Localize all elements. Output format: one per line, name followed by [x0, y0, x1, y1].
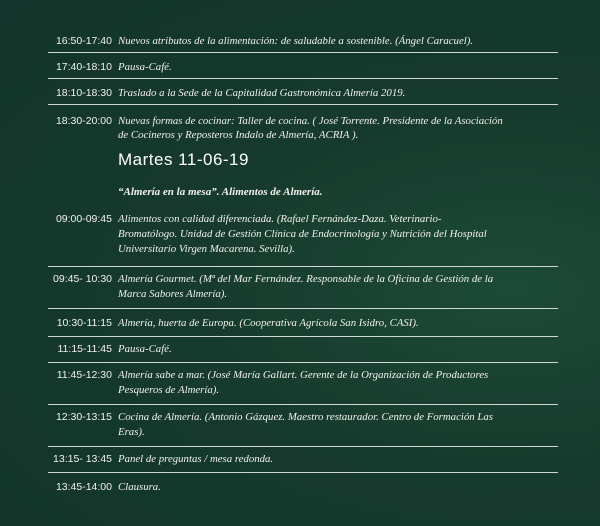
session-time: 12:30-13:15: [55, 411, 112, 423]
session-time: 11:15-11:45: [57, 343, 112, 355]
session-description-continued: Pesqueros de Almería).: [118, 384, 220, 396]
divider: [48, 78, 558, 79]
session-description-continued: de Cocineros y Reposteros Indalo de Almería, ACRIA ).: [118, 129, 359, 141]
session-description-continued: Eras).: [118, 426, 145, 438]
divider: [48, 308, 558, 309]
session-description: Pausa-Café.: [118, 343, 172, 355]
session-time: 10:30-11:15: [56, 317, 112, 329]
session-time: 09:00-09:45: [55, 213, 112, 225]
divider: [48, 104, 558, 105]
session-description: Nuevos atributos de la alimentación: de saludable a sostenible. (Ángel Caracuel).: [118, 35, 474, 47]
session-description: Traslado a la Sede de la Capitalidad Gastronómica Almería 2019.: [118, 87, 406, 99]
session-description: Almería, huerta de Europa. (Cooperativa Agrícola San Isidro, CASI).: [118, 317, 419, 329]
session-time: 13:45-14:00: [55, 481, 112, 493]
divider: [48, 446, 558, 447]
session-time: 09:45- 10:30: [53, 273, 112, 285]
session-description-continued: Marca Sabores Almería).: [118, 288, 228, 300]
divider: [48, 52, 558, 53]
session-time: 11:45-12:30: [56, 369, 112, 381]
session-description: Panel de preguntas / mesa redonda.: [118, 453, 274, 465]
day-theme: “Almería en la mesa”. Alimentos de Almería.: [118, 186, 323, 198]
session-time: 18:30-20:00: [55, 115, 112, 127]
session-description: Alimentos con calidad diferenciada. (Rafael Fernández-Daza. Veterinario-: [118, 213, 442, 225]
session-time: 18:10-18:30: [55, 87, 112, 99]
day-heading: Martes 11-06-19: [118, 150, 249, 169]
session-description: Clausura.: [118, 481, 161, 493]
session-description-continued: Bromatólogo. Unidad de Gestión Clínica de Endocrinología y Nutrición del Hospital: [118, 228, 487, 240]
divider: [48, 336, 558, 337]
divider: [48, 362, 558, 363]
session-time: 16:50-17:40: [55, 35, 112, 47]
session-description: Nuevas formas de cocinar: Taller de cocina. ( José Torrente. Presidente de la Asociación: [118, 115, 503, 127]
session-description: Pausa-Café.: [118, 61, 172, 73]
session-description-continued: Universitario Virgen Macarena. Sevilla).: [118, 243, 295, 255]
divider: [48, 472, 558, 473]
divider: [48, 266, 558, 267]
session-description: Cocina de Almería. (Antonio Gázquez. Maestro restaurador. Centro de Formación Las: [118, 411, 493, 423]
session-time: 17:40-18:10: [55, 61, 112, 73]
session-description: Almería sabe a mar. (José María Gallart. Gerente de la Organización de Productores: [118, 369, 489, 381]
divider: [48, 404, 558, 405]
session-description: Almería Gourmet. (Mª del Mar Fernández. Responsable de la Oficina de Gestión de la: [118, 273, 494, 285]
session-time: 13:15- 13:45: [53, 453, 112, 465]
